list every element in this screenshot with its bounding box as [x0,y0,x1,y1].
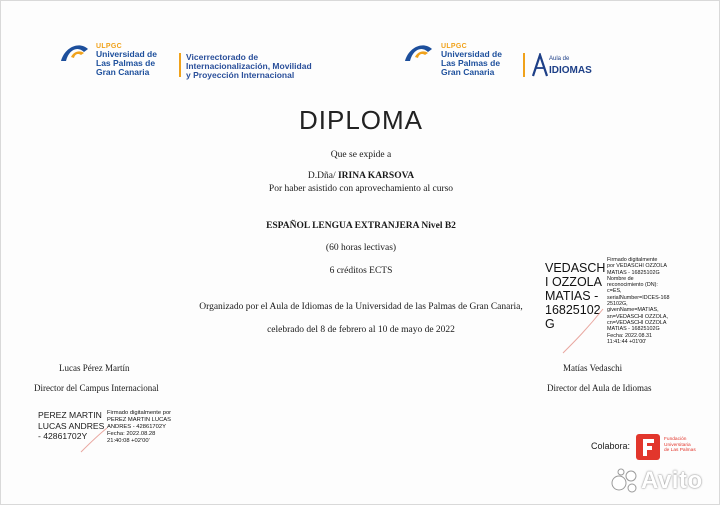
course-dates: celebrado del 8 de febrero al 10 de mayo de 2022 [267,325,455,335]
signature-detail-line: givenName=MATIAS, [607,307,659,314]
aula-idiomas-a-icon [531,53,549,77]
signature-detail-line: por VEDASCHI OZZOLA [607,263,667,270]
ulpgc-tag: ULPGC [441,43,467,50]
university-name-line: Universidad de [441,49,502,59]
fulp-name-line: de Las Palmas [664,448,696,453]
signature-detail-line: 25102G, [607,301,628,308]
signature-detail-line: cn=VEDASCHI OZZOLA [607,319,667,326]
signature-detail-line: Firmado digitalmente por [107,410,172,416]
left-signatory-role: Director del Campus Internacional [34,383,159,393]
reason-text: Por haber asistido con aprovechamiento al curso [268,184,454,194]
right-signatory-name: Matías Vedaschi [563,363,623,373]
signature-detail-line: 21:40:08 +02'00' [107,438,150,444]
university-name-line: Universidad de [96,49,157,59]
signature-detail-line: 11:41:44 +01'00' [607,338,647,345]
fulp-name-line: Universitaria [664,442,691,448]
course-credits: 6 créditos ECTS [329,266,393,276]
ulpgc-logo-right [441,43,502,77]
collaborator-label: Colabora: [591,441,631,451]
aula-prefix: Aula de [549,56,570,62]
signature-detail-line: MATIAS - 16825102G [607,326,660,333]
ulpgc-tag: ULPGC [96,43,122,50]
office-line: Internacionalización, Movilidad [186,61,312,71]
organizer-text: Organizado por el Aula de Idiomas de la Universidad de las Palmas de Gran Canaria, [199,302,523,312]
university-name-line: Las Palmas de [441,58,501,68]
university-name-line: Las Palmas de [96,58,156,68]
office-line: y Proyección Internacional [186,70,295,80]
recipient-name: IRINA KARSOVA [337,171,415,181]
ulpgc-swoosh-icon [403,41,433,65]
signer-name-line: - 42861702Y [38,431,88,441]
aula-name: IDIOMAS [549,65,592,76]
signature-detail-line: reconocimiento (DN): [607,282,658,289]
logo-separator [523,53,525,77]
signature-detail-line: PEREZ MARTIN LUCAS [107,417,171,423]
signature-detail-line: ANDRES - 42861702Y [107,424,166,430]
fulp-name [664,437,696,454]
course-name: ESPAÑOL LENGUA EXTRANJERA Nivel B2 [266,221,456,231]
signature-detail-line: serialNumber=IDCES-168 [607,294,670,301]
signature-detail-line: Nombre de [607,275,634,282]
signer-name-line: I OZZOLA [545,275,602,289]
left-signatory-name: Lucas Pérez Martín [59,363,130,373]
digital-signature-left-details [107,410,187,445]
signature-detail-line: Fecha: 2022.08.28 [107,431,156,437]
recipient-line [1,171,720,181]
right-signatory-role: Director del Aula de Idiomas [547,383,652,393]
signature-detail-line: sn=VEDASCHI OZZOLA, [607,313,668,320]
signature-detail-line: MATIAS - 16825102G [607,269,660,276]
signature-detail-line: c=ES, [607,288,622,295]
fulp-name-line: Fundación [664,437,687,442]
signer-name-line: VEDASCH [545,261,606,275]
expide-text: Que se expide a [330,150,392,160]
university-name-line: Gran Canaria [441,67,495,77]
signature-detail-line: Fecha: 2022.08.31 [607,332,652,339]
signature-detail-line: Firmado digitalmente [607,257,658,263]
diploma-title: DIPLOMA [298,105,424,135]
signer-name-line: LUCAS ANDRES [38,420,105,431]
handwritten-signature-left [79,426,109,456]
logo-separator [179,53,181,77]
signer-name-line: PEREZ MARTIN [38,410,102,420]
course-hours: (60 horas lectivas) [325,243,397,253]
university-name-line: Gran Canaria [96,67,150,77]
avito-watermark: Avito [641,467,703,494]
ulpgc-swoosh-icon [59,41,89,65]
signer-name-line: G [545,317,555,331]
vicerrectorado-block [186,53,312,80]
ulpgc-logo-left [96,43,157,77]
office-line: Vicerrectorado de [186,52,259,62]
signer-name-line: 16825102 [545,303,601,317]
handwritten-signature-right [561,301,621,361]
signer-name-line: MATIAS - [545,289,599,303]
fulp-logo-icon [635,433,661,461]
avito-dots-icon [611,467,639,493]
recipient-prefix: D.Dña/ [307,171,336,181]
